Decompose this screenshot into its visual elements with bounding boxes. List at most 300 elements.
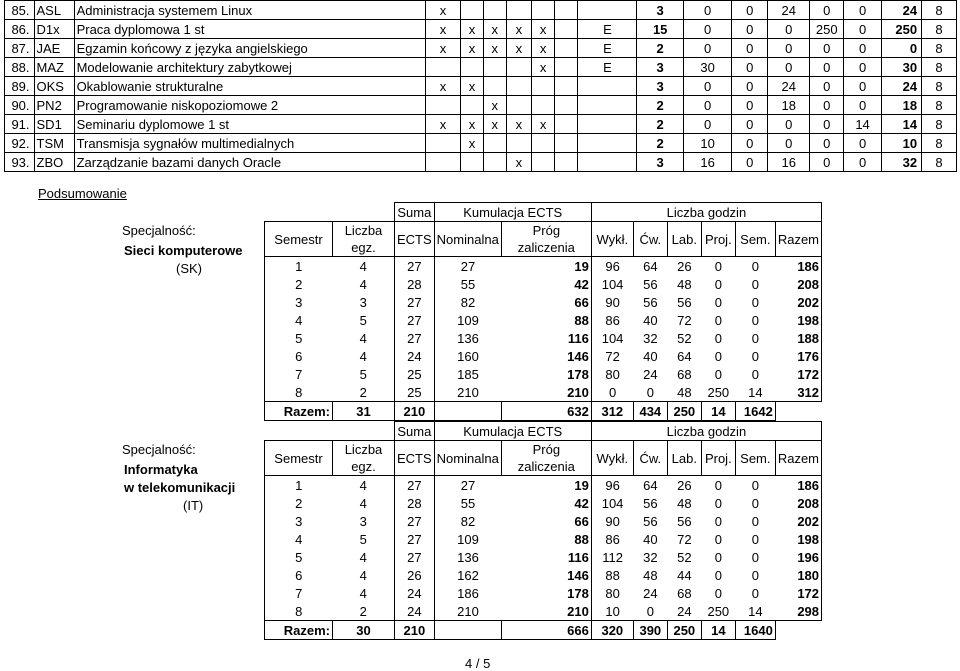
- course-cell: 8: [922, 77, 957, 96]
- summary-cell: 0: [751, 330, 759, 346]
- summary-cell: 2: [265, 275, 333, 293]
- summary-cell: 8: [265, 383, 333, 402]
- course-cell: 0: [683, 20, 731, 39]
- course-cell: 0: [732, 20, 768, 39]
- summary-cell: 8: [265, 602, 333, 621]
- summary-cell: Lab.: [667, 441, 701, 476]
- summary-cell: 19: [501, 257, 591, 276]
- summary-cell: 2: [333, 602, 395, 621]
- summary-cell: 0: [751, 585, 759, 601]
- course-cell: [483, 77, 506, 96]
- course-cell: 0: [732, 77, 768, 96]
- course-cell: [461, 58, 483, 77]
- summary-cell: Suma: [395, 203, 435, 222]
- summary-cell: 82: [434, 293, 501, 311]
- summary-cell: 312: [775, 383, 821, 402]
- course-cell: 0: [732, 115, 768, 134]
- summary-cell: 210: [434, 383, 501, 402]
- course-cell: [425, 58, 461, 77]
- summary-cell: 136: [434, 329, 501, 347]
- summary-cell: 10: [591, 602, 633, 621]
- summary-cell: Razem: [775, 441, 821, 476]
- course-cell: 24: [882, 1, 922, 20]
- summary-cell: 632: [501, 402, 591, 421]
- summary-cell: Próg zaliczenia: [501, 222, 591, 257]
- summary-cell: 27: [395, 512, 435, 530]
- course-cell: [578, 115, 637, 134]
- summary-cell: 55: [434, 275, 501, 293]
- summary-cell: 0: [751, 531, 759, 547]
- course-cell: 15: [637, 20, 683, 39]
- course-cell: OKS: [34, 77, 74, 96]
- course-cell: 3: [637, 153, 683, 172]
- course-cell: 0: [683, 1, 731, 20]
- course-cell: x: [506, 153, 531, 172]
- summary-cell: 0: [751, 366, 759, 382]
- course-cell: 0: [683, 77, 731, 96]
- course-cell: 0: [844, 39, 882, 58]
- summary-cell: 0: [751, 477, 759, 493]
- summary-cell: [333, 422, 395, 441]
- summary-cell: 24: [643, 366, 658, 382]
- summary-cell: 5: [359, 531, 367, 547]
- summary-cell: 72: [677, 312, 692, 328]
- summary-cell: [434, 402, 501, 421]
- specialization-name: w telekomunikacji: [124, 480, 236, 495]
- summary-cell: 44: [677, 567, 692, 583]
- course-cell: Praca dyplomowa 1 st: [74, 20, 425, 39]
- summary-cell: 5: [265, 548, 333, 566]
- summary-cell: [265, 203, 333, 222]
- summary-cell: 4: [359, 330, 367, 346]
- summary-cell: 80: [591, 584, 633, 602]
- summary-cell: 0: [714, 477, 722, 493]
- summary-cell: 40: [643, 348, 658, 364]
- summary-cell: 0: [714, 585, 722, 601]
- course-cell: 24: [882, 77, 922, 96]
- summary-cell: 32: [643, 549, 658, 565]
- course-cell: x: [506, 39, 531, 58]
- summary-cell: Nominalna: [434, 441, 501, 476]
- course-cell: [555, 134, 578, 153]
- summary-cell: 104: [591, 494, 633, 512]
- summary-cell: 5: [359, 366, 367, 382]
- summary-cell: Nominalna: [434, 222, 501, 257]
- course-row: [5, 77, 957, 96]
- summary-cell: ECTS: [395, 222, 435, 257]
- summary-cell: 26: [677, 477, 692, 493]
- course-cell: 10: [882, 134, 922, 153]
- specialization-name: Sieci komputerowe: [124, 243, 243, 258]
- specialization-name: Informatyka: [124, 462, 198, 477]
- course-cell: [578, 1, 637, 20]
- course-cell: x: [532, 20, 555, 39]
- course-cell: x: [461, 39, 483, 58]
- summary-cell: 104: [591, 275, 633, 293]
- summary-cell: 90: [591, 512, 633, 530]
- course-cell: 88.: [5, 58, 35, 77]
- summary-cell: 30: [333, 621, 395, 640]
- summary-cell: 172: [775, 365, 821, 383]
- summary-cell: 52: [677, 549, 692, 565]
- course-cell: 250: [810, 20, 844, 39]
- course-cell: 0: [810, 153, 844, 172]
- summary-cell: 25: [395, 383, 435, 402]
- summary-cell: 4: [359, 495, 367, 511]
- summary-cell: 68: [677, 585, 692, 601]
- summary-cell: Semestr: [265, 441, 333, 476]
- course-cell: 0: [844, 58, 882, 77]
- summary-cell: 116: [501, 329, 591, 347]
- course-cell: 0: [810, 58, 844, 77]
- course-cell: 18: [882, 96, 922, 115]
- summary-cell: 178: [501, 584, 591, 602]
- summary-cell: 48: [677, 276, 692, 292]
- course-row: [5, 58, 957, 77]
- summary-cell: Kumulacja ECTS: [434, 422, 591, 441]
- course-cell: 87.: [5, 39, 35, 58]
- course-cell: PN2: [34, 96, 74, 115]
- course-cell: 8: [922, 115, 957, 134]
- summary-cell: 162: [434, 566, 501, 584]
- summary-cell: 0: [751, 258, 759, 274]
- summary-cell: 72: [591, 347, 633, 365]
- summary-cell: 0: [751, 495, 759, 511]
- course-cell: 30: [683, 58, 731, 77]
- course-cell: [555, 20, 578, 39]
- summary-cell: 250: [701, 602, 735, 621]
- course-cell: 0: [844, 20, 882, 39]
- summary-cell: 3: [359, 294, 367, 310]
- course-cell: 0: [844, 96, 882, 115]
- course-cell: x: [483, 115, 506, 134]
- summary-table: [264, 421, 822, 640]
- course-cell: [506, 1, 531, 20]
- course-cell: Modelowanie architektury zabytkowej: [74, 58, 425, 77]
- summary-cell: 146: [501, 347, 591, 365]
- summary-cell: 31: [333, 402, 395, 421]
- summary-cell: 250: [667, 621, 701, 640]
- summary-cell: 25: [395, 365, 435, 383]
- summary-cell: 5: [265, 329, 333, 347]
- summary-cell: 0: [714, 549, 722, 565]
- summary-cell: 0: [751, 294, 759, 310]
- course-cell: 32: [882, 153, 922, 172]
- course-row: [5, 134, 957, 153]
- summary-cell: Proj.: [701, 222, 735, 257]
- course-cell: 0: [732, 58, 768, 77]
- summary-cell: 6: [265, 347, 333, 365]
- course-cell: Programowanie niskopoziomowe 2: [74, 96, 425, 115]
- summary-cell: 56: [677, 513, 692, 529]
- summary-cell: 208: [775, 275, 821, 293]
- summary-cell: 27: [395, 476, 435, 495]
- course-cell: x: [506, 20, 531, 39]
- course-cell: [555, 39, 578, 58]
- summary-cell: 104: [591, 329, 633, 347]
- course-cell: [506, 77, 531, 96]
- summary-cell: 186: [434, 584, 501, 602]
- course-cell: ZBO: [34, 153, 74, 172]
- summary-cell: 666: [501, 621, 591, 640]
- summary-cell: Liczba godzin: [591, 422, 821, 441]
- course-row: [5, 153, 957, 172]
- summary-cell: Razem:: [265, 621, 333, 640]
- course-cell: 16: [768, 153, 810, 172]
- summary-cell: 178: [501, 365, 591, 383]
- summary-cell: 26: [395, 566, 435, 584]
- course-cell: 89.: [5, 77, 35, 96]
- course-cell: 8: [922, 96, 957, 115]
- summary-cell: 202: [775, 293, 821, 311]
- course-cell: ASL: [34, 1, 74, 20]
- summary-cell: Sem.: [735, 222, 775, 257]
- course-cell: E: [578, 58, 637, 77]
- summary-cell: 4: [265, 530, 333, 548]
- summary-cell: 6: [265, 566, 333, 584]
- course-cell: 3: [637, 58, 683, 77]
- summary-cell: [333, 203, 395, 222]
- summary-cell: 0: [714, 348, 722, 364]
- course-cell: [506, 58, 531, 77]
- summary-cell: 28: [395, 275, 435, 293]
- course-cell: x: [483, 20, 506, 39]
- course-cell: 0: [683, 39, 731, 58]
- summary-cell: 210: [395, 402, 435, 421]
- course-cell: 24: [768, 77, 810, 96]
- page-number: 4 / 5: [465, 656, 491, 671]
- course-cell: [461, 1, 483, 20]
- summary-cell: ECTS: [395, 441, 435, 476]
- course-cell: [578, 96, 637, 115]
- summary-cell: 42: [501, 275, 591, 293]
- course-table: [4, 0, 957, 172]
- summary-cell: 186: [775, 257, 821, 276]
- course-row: [5, 1, 957, 20]
- summary-cell: 198: [775, 530, 821, 548]
- summary-cell: Semestr: [265, 222, 333, 257]
- summary-cell: 88: [501, 311, 591, 329]
- summary-cell: 86: [591, 530, 633, 548]
- summary-cell: 160: [434, 347, 501, 365]
- course-cell: 86.: [5, 20, 35, 39]
- summary-cell: 390: [633, 621, 667, 640]
- summary-cell: 210: [434, 602, 501, 621]
- summary-cell: 3: [265, 293, 333, 311]
- summary-cell: Liczba egz.: [333, 441, 395, 476]
- course-cell: 8: [922, 153, 957, 172]
- summary-cell: 4: [359, 567, 367, 583]
- summary-cell: 7: [265, 584, 333, 602]
- summary-cell: 24: [395, 347, 435, 365]
- course-cell: 3: [637, 1, 683, 20]
- course-cell: 0: [683, 115, 731, 134]
- course-cell: 0: [683, 96, 731, 115]
- course-cell: [483, 1, 506, 20]
- summary-cell: 0: [751, 348, 759, 364]
- course-cell: 0: [732, 134, 768, 153]
- course-cell: x: [425, 1, 461, 20]
- course-cell: 0: [844, 77, 882, 96]
- course-row: [5, 115, 957, 134]
- summary-cell: 210: [501, 383, 591, 402]
- course-cell: 0: [732, 1, 768, 20]
- course-cell: [578, 153, 637, 172]
- course-cell: E: [578, 20, 637, 39]
- course-cell: [483, 58, 506, 77]
- summary-cell: 198: [775, 311, 821, 329]
- summary-cell: 136: [434, 548, 501, 566]
- course-cell: 91.: [5, 115, 35, 134]
- summary-cell: 27: [434, 257, 501, 276]
- course-cell: 14: [882, 115, 922, 134]
- summary-cell: Ćw.: [633, 441, 667, 476]
- course-row: [5, 39, 957, 58]
- summary-cell: 24: [667, 602, 701, 621]
- summary-cell: 56: [643, 294, 658, 310]
- summary-cell: 19: [501, 476, 591, 495]
- summary-cell: 298: [775, 602, 821, 621]
- course-cell: x: [425, 115, 461, 134]
- summary-cell: 88: [591, 566, 633, 584]
- course-cell: x: [483, 39, 506, 58]
- course-cell: [555, 77, 578, 96]
- course-cell: Seminariu dyplomowe 1 st: [74, 115, 425, 134]
- specialization-code: (IT): [183, 498, 204, 513]
- summary-cell: 146: [501, 566, 591, 584]
- course-cell: x: [425, 77, 461, 96]
- course-cell: TSM: [34, 134, 74, 153]
- specialization-code: (SK): [176, 261, 202, 276]
- summary-cell: 48: [667, 383, 701, 402]
- summary-cell: 27: [395, 293, 435, 311]
- summary-cell: 0: [633, 602, 667, 621]
- summary-cell: 208: [775, 494, 821, 512]
- course-cell: 8: [922, 39, 957, 58]
- course-cell: [461, 153, 483, 172]
- summary-cell: 27: [395, 530, 435, 548]
- summary-cell: 0: [714, 312, 722, 328]
- course-cell: [483, 153, 506, 172]
- summary-cell: 40: [643, 531, 658, 547]
- summary-cell: 90: [591, 293, 633, 311]
- course-cell: [425, 96, 461, 115]
- summary-cell: 14: [735, 602, 775, 621]
- course-cell: Okablowanie strukturalne: [74, 77, 425, 96]
- summary-cell: 0: [714, 513, 722, 529]
- course-cell: [532, 153, 555, 172]
- course-cell: x: [532, 115, 555, 134]
- summary-cell: 0: [714, 567, 722, 583]
- summary-cell: 80: [591, 365, 633, 383]
- course-cell: 0: [768, 39, 810, 58]
- summary-cell: 0: [751, 513, 759, 529]
- summary-cell: 88: [501, 530, 591, 548]
- summary-cell: 0: [714, 276, 722, 292]
- course-cell: 0: [810, 1, 844, 20]
- course-cell: 0: [810, 39, 844, 58]
- summary-cell: 48: [677, 495, 692, 511]
- summary-cell: 312: [591, 402, 633, 421]
- course-cell: [532, 1, 555, 20]
- summary-cell: 27: [395, 311, 435, 329]
- summary-cell: Liczba egz.: [333, 222, 395, 257]
- course-row: [5, 20, 957, 39]
- summary-cell: 72: [677, 531, 692, 547]
- summary-cell: 176: [775, 347, 821, 365]
- course-cell: 2: [637, 96, 683, 115]
- summary-cell: Próg zaliczenia: [501, 441, 591, 476]
- summary-cell: 82: [434, 512, 501, 530]
- course-cell: 0: [810, 77, 844, 96]
- course-cell: SD1: [34, 115, 74, 134]
- summary-cell: 56: [643, 513, 658, 529]
- summary-cell: 40: [643, 312, 658, 328]
- summary-cell: 4: [359, 258, 367, 274]
- summary-cell: 109: [434, 311, 501, 329]
- summary-cell: 4: [359, 276, 367, 292]
- course-cell: [555, 153, 578, 172]
- summary-cell: 2: [265, 494, 333, 512]
- course-row: [5, 96, 957, 115]
- summary-cell: 56: [643, 276, 658, 292]
- course-cell: E: [578, 39, 637, 58]
- course-cell: [532, 96, 555, 115]
- course-cell: 8: [922, 134, 957, 153]
- summary-cell: 14: [701, 402, 735, 421]
- summary-cell: [434, 621, 501, 640]
- specjalnosc-label: Specjalność:: [122, 223, 196, 238]
- summary-cell: 210: [501, 602, 591, 621]
- summary-cell: Liczba godzin: [591, 203, 821, 222]
- summary-cell: 27: [395, 329, 435, 347]
- summary-cell: 27: [434, 476, 501, 495]
- summary-cell: 196: [775, 548, 821, 566]
- summary-cell: Razem: [775, 222, 821, 257]
- course-cell: [425, 134, 461, 153]
- course-cell: 24: [768, 1, 810, 20]
- summary-cell: 56: [677, 294, 692, 310]
- course-cell: 0: [844, 153, 882, 172]
- course-cell: Zarządzanie bazami danych Oracle: [74, 153, 425, 172]
- summary-cell: 66: [501, 512, 591, 530]
- summary-cell: 55: [434, 494, 501, 512]
- course-cell: 0: [882, 39, 922, 58]
- course-cell: 14: [844, 115, 882, 134]
- course-cell: x: [532, 39, 555, 58]
- course-cell: 0: [844, 1, 882, 20]
- summary-cell: 68: [677, 366, 692, 382]
- course-cell: 10: [683, 134, 731, 153]
- summary-cell: 14: [735, 383, 775, 402]
- summary-cell: Wykł.: [591, 222, 633, 257]
- course-cell: x: [483, 96, 506, 115]
- summary-cell: 24: [395, 602, 435, 621]
- summary-cell: 66: [501, 293, 591, 311]
- summary-cell: 56: [643, 495, 658, 511]
- summary-cell: 109: [434, 530, 501, 548]
- course-cell: 90.: [5, 96, 35, 115]
- course-cell: 8: [922, 58, 957, 77]
- summary-cell: 48: [643, 567, 658, 583]
- summary-cell: 250: [701, 383, 735, 402]
- summary-cell: 52: [677, 330, 692, 346]
- course-cell: 2: [637, 39, 683, 58]
- course-cell: [555, 115, 578, 134]
- summary-cell: 26: [677, 258, 692, 274]
- summary-cell: 116: [501, 548, 591, 566]
- summary-title: Podsumowanie: [38, 186, 127, 201]
